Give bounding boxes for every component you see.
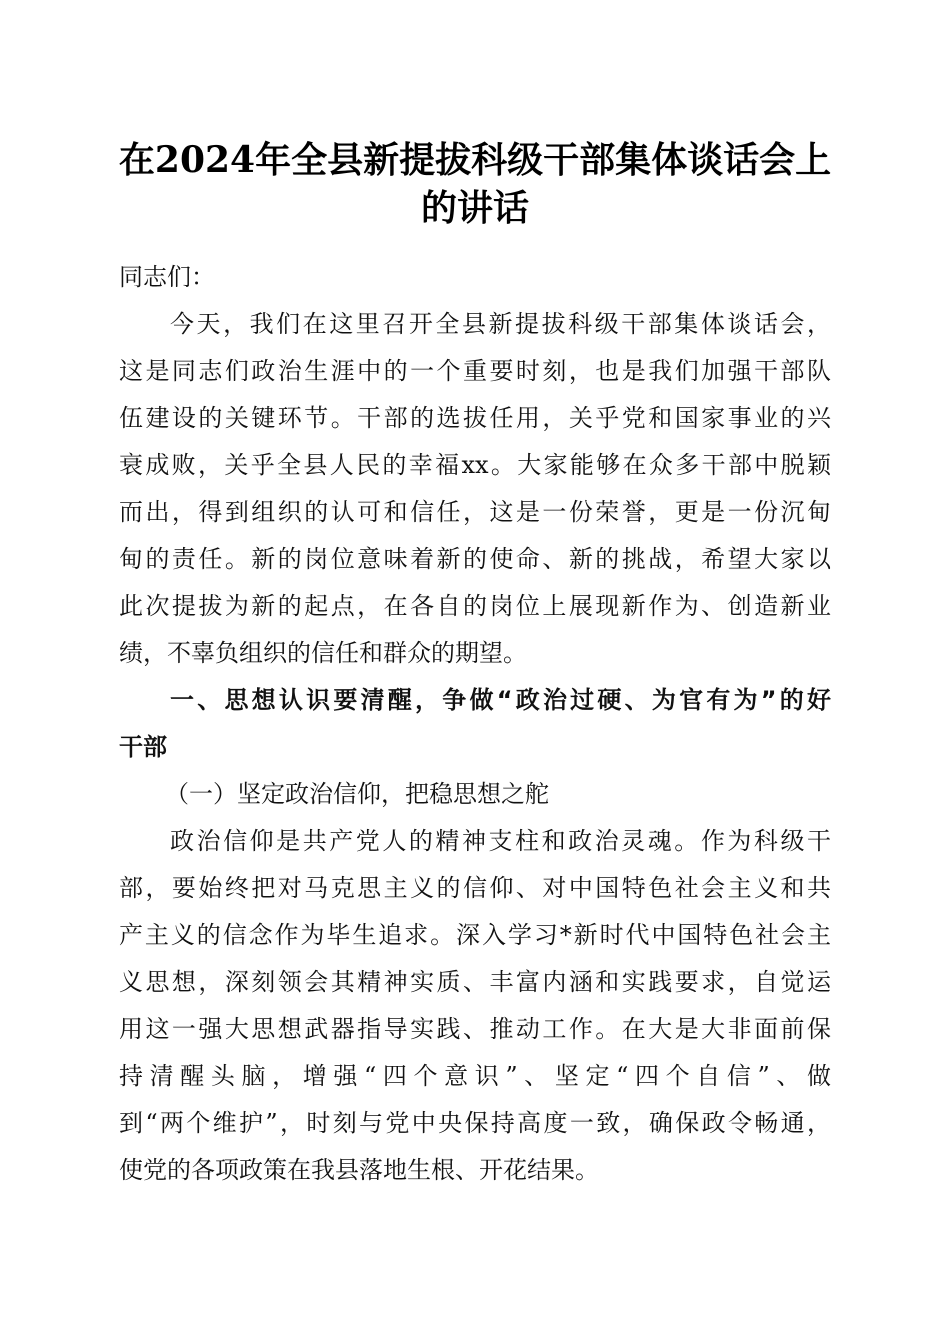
subsection-1-heading: （一）坚定政治信仰，把稳思想之舵 [165,780,549,808]
paragraph-line: 而出，得到组织的认可和信任，这是一份荣誉，更是一份沉甸 [119,498,831,526]
paragraph-line: 政治信仰是共产党人的精神支柱和政治灵魂。作为科级干 [170,827,831,855]
paragraph-line: 到“两个维护”，时刻与党中央保持高度一致，确保政令畅通， [119,1109,831,1137]
title-line-2: 的讲话 [420,187,529,229]
paragraph-line: 用这一强大思想武器指导实践、推动工作。在大是大非面前保 [119,1015,831,1043]
section-heading-line: 一、思想认识要清醒，争做“政治过硬、为官有为”的好 [170,686,831,714]
subsection-1-paragraph [119,818,831,1194]
document-title [100,136,850,232]
paragraph-line: 今天，我们在这里召开全县新提拔科级干部集体谈话会， [170,310,831,338]
paragraph-line: 这是同志们政治生涯中的一个重要时刻，也是我们加强干部队 [119,357,831,385]
paragraph-line: 产主义的信念作为毕生追求。深入学习*新时代中国特色社会主 [119,921,831,949]
paragraph-line: 部，要始终把对马克思主义的信仰、对中国特色社会主义和共 [119,874,831,902]
paragraph-line: 持清醒头脑，增强“四个意识”、坚定“四个自信”、做 [119,1062,831,1090]
title-line-1: 在2024年全县新提拔科级干部集体谈话会上 [118,139,832,181]
greeting: 同志们： [119,263,215,291]
paragraph-line: 衰成败，关乎全县人民的幸福xx。大家能够在众多干部中脱颖 [119,451,831,479]
paragraph-line: 甸的责任。新的岗位意味着新的使命、新的挑战，希望大家以 [119,545,831,573]
section-heading-line: 干部 [119,733,167,761]
document-body [119,254,831,1194]
paragraph-line: 绩，不辜负组织的信任和群众的期望。 [119,639,527,667]
paragraph-line: 伍建设的关键环节。干部的选拔任用，关乎党和国家事业的兴 [119,404,831,432]
paragraph-line: 此次提拔为新的起点，在各自的岗位上展现新作为、创造新业 [119,592,831,620]
paragraph-line: 义思想，深刻领会其精神实质、丰富内涵和实践要求，自觉运 [119,968,831,996]
intro-paragraph [119,301,831,677]
paragraph-line: 使党的各项政策在我县落地生根、开花结果。 [119,1156,599,1184]
section-1-heading [119,677,831,771]
